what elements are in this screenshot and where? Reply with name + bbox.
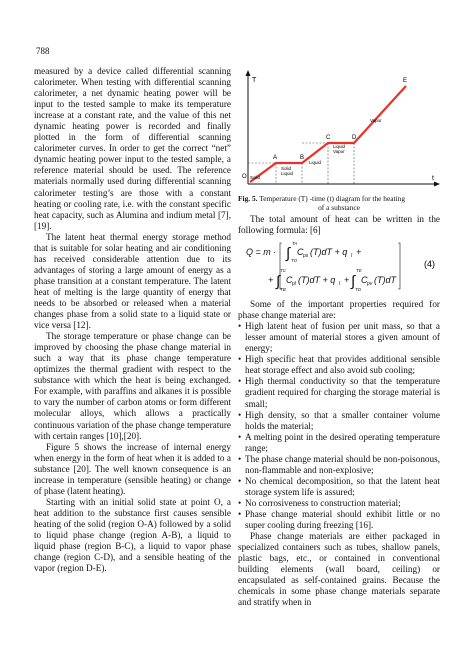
point-d: D xyxy=(352,135,357,141)
term3-arg: (T)dT xyxy=(374,275,396,286)
region-liquid-vapor: Liquid Vapor xyxy=(333,144,346,154)
paragraph: Phase change materials are either packaged in specialized containers such as tubes, shallow panels, plastic bags, etc., or contained in conventional building elements (wall board, ceiling) or encapsulated as self-contained grains. Because the chemicals in some phase change materials separate and stratify when in xyxy=(238,531,440,608)
q2-sub: l xyxy=(339,281,341,288)
list-item: • No corrosiveness to construction material; xyxy=(238,498,440,509)
plus-1: + xyxy=(356,247,362,258)
left-bracket xyxy=(280,243,282,289)
point-e: E xyxy=(403,78,408,84)
region-solid: Solid xyxy=(250,175,261,180)
axis-label-t: T xyxy=(252,77,257,84)
term1: C xyxy=(297,247,304,258)
figure-caption xyxy=(238,194,440,212)
t-axis-arrow-icon xyxy=(246,70,251,76)
region-vapor: Vapor xyxy=(370,118,382,123)
integral-sign-2: ∫ xyxy=(276,273,281,291)
page-number: 788 xyxy=(36,46,50,56)
temperature-time-diagram xyxy=(238,66,440,192)
formula-lhs: Q = m · xyxy=(246,247,277,258)
list-item: • High latent heat of fusion per unit mass, so that a lesser amount of material stores a given amount of energy; xyxy=(238,321,440,354)
term3: C xyxy=(361,275,368,286)
integral-sign-1: ∫ xyxy=(286,245,291,263)
point-a: A xyxy=(273,155,278,161)
properties-intro: Some of the important properties required for phase change material are: xyxy=(238,299,440,321)
list-item: • High specific heat that provides additional sensible heat storage effect and also avoid sub cooling; xyxy=(238,354,440,376)
paragraph: Figure 5 shows the increase of internal energy when energy in the form of heat when it is added to a substance [20]. The well known consequence is an increase in temperature (sensible heating) or change of phase (latent heating). xyxy=(34,441,231,496)
left-column xyxy=(34,66,231,574)
region-liquid: Liquid xyxy=(309,160,322,165)
int1-lower: TO xyxy=(291,258,298,264)
int1-upper: TA xyxy=(292,241,298,247)
list-item: • Phase change material should exhibit little or no super cooling during freezing [16]. xyxy=(238,509,440,531)
properties-list xyxy=(238,321,440,531)
paragraph: Starting with an initial solid state at point O, a heat addition to the substance first causes sensible heating of the solid (region O-A) followed by a solid to liquid phase change (region A-B), a liquid to liquid phase (region B-C), a liquid to vapor phase change (region C-D), and a sensible heating of the vapor (region D-E). xyxy=(34,496,231,574)
integral-sign-3: ∫ xyxy=(351,273,356,291)
int2-lower: TB xyxy=(280,287,286,293)
point-o: O xyxy=(242,174,247,180)
equation-4 xyxy=(238,239,440,295)
formula-intro: The total amount of heat can be written in the following formula: [6] xyxy=(238,214,440,236)
right-bracket xyxy=(398,243,400,289)
region-solid-liquid: Solid Liquid xyxy=(281,166,294,176)
term2-arg: (T)dT + q xyxy=(298,275,336,286)
list-item: • High density, so that a smaller container volume holds the material; xyxy=(238,410,440,432)
paragraph: The latent heat thermal energy storage method that is suitable for solar heating and air conditioning has received considerable attention due to its advantages of storing a large amount of energy as a phase transition at a constant temperature. The latent heat of melting is the large quantity of energy that needs to be absorbed or released when a material changes phase from a solid state to a liquid state or vice versa [12]. xyxy=(34,231,231,331)
paragraph: The storage temperature or phase change can be improved by choosing the phase change material in such a way that its phase change temperature optimizes the thermal gradient with respect to the substance with which the heat is being exchanged. For example, with paraffins and alkanes it is possible to vary the number of carbon atoms or form different molecular alloys, which allows a practically continuous variation of the phase change temperature with certain ranges [10],[20]. xyxy=(34,331,231,441)
int3-lower: TD xyxy=(355,287,361,293)
formula-graphic xyxy=(238,239,440,295)
equation-number: (4) xyxy=(424,259,435,270)
list-item: • A melting point in the desired operating temperature range; xyxy=(238,432,440,454)
plus-2: + xyxy=(268,275,274,286)
caption-text: Temperature (T) -time (t) diagram for the heating xyxy=(259,194,406,203)
point-c: C xyxy=(326,135,331,141)
plus-3: + xyxy=(344,275,350,286)
term2: C xyxy=(286,275,293,286)
caption-text-2: of a substance xyxy=(318,203,360,212)
figure-5 xyxy=(238,66,440,192)
axis-label-time: t xyxy=(432,175,434,182)
int2-upper: TC xyxy=(280,268,286,274)
list-item: • No chemical decomposition, so that the latent heat storage system life is assured; xyxy=(238,476,440,498)
term1-arg: (T)dT + q xyxy=(310,247,348,258)
term2-sub: pl xyxy=(292,281,296,288)
list-item: • High thermal conductivity so that the temperature gradient required for charging the storage material is small; xyxy=(238,376,440,409)
point-b: B xyxy=(300,155,305,161)
time-axis-arrow-icon xyxy=(434,182,440,187)
paragraph: measured by a device called differential scanning calorimeter. When testing with differential scanning calorimeter, a net dynamic heating power will be input to the tested sample to make its temperature increase at a constant rate, and the value of this net dynamic heating power is recorded and finally plotted in the form of differential scanning calorimeter curves. In order to get the correct “net” dynamic heating power input to the tested sample, a reference material should be used. The reference materials normally used during differential scanning calorimeter testing’s are those with a constant heating or cooling rate, i.e. with the constant specific heat capacity, such as Alumina and indium metal [7],[19]. xyxy=(34,66,231,231)
term1-sub: ps xyxy=(303,253,309,260)
right-column xyxy=(238,194,440,608)
list-item: • The phase change material should be non-poisonous, non-flammable and non-explosive; xyxy=(238,454,440,476)
int3-upper: TE xyxy=(356,268,362,274)
caption-label: Fig. 5. xyxy=(238,194,258,203)
term3-sub: pv xyxy=(367,281,373,288)
q1-sub: l xyxy=(351,253,353,260)
